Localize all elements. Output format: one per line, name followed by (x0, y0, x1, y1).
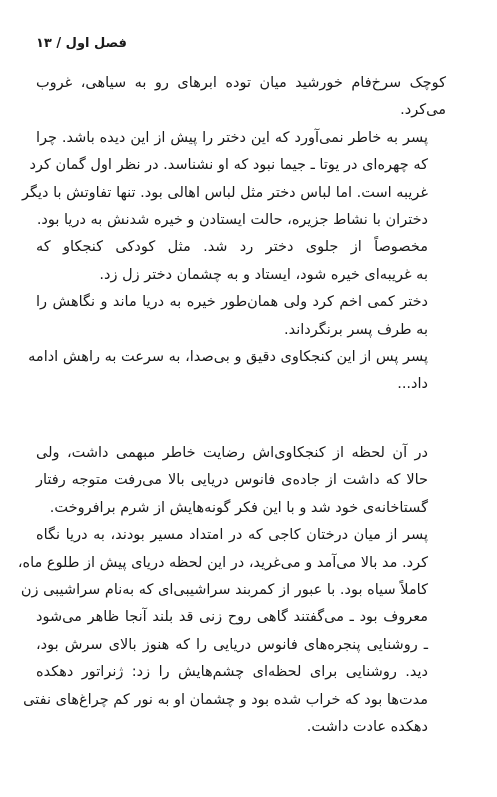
text-line: دهکده عادت داشت. (306, 719, 428, 736)
text-line: پسر به خاطر نمی‌آورد که این دختر را پیش از این دیده باشد. چرا (36, 129, 428, 146)
text-line: پسر از میان درختان کاجی که در امتداد مسیر بودند، به دریا نگاه (36, 527, 428, 544)
text-line: به غریبه‌ای خیره شود، ایستاد و به چشمان دختر زل زد. (99, 266, 428, 283)
text-line: حالا که داشت از جاده‌ی فانوس دریایی بالا می‌رفت متوجه رفتار (36, 472, 428, 489)
text-line: در آن لحظه از کنجکاوی‌اش رضایت خاطر مبهمی داشت، ولی (36, 445, 428, 461)
text-line: دختر کمی اخم کرد ولی همان‌طور خیره به دریا ماند و نگاهش را (36, 294, 428, 311)
text-block-1 (21, 70, 446, 399)
text-line: گستاخانه‌ی خود شد و با این فکر گونه‌هایش از شرم برافروخت. (49, 499, 428, 516)
text-line: مخصوصاً از جلوی دختر رد شد. مثل کودکی کنجکاو که (36, 239, 428, 256)
paragraph (36, 289, 446, 344)
text-line: کاملاً سیاه بود. با عبور از کمربند سراشیبی‌ای که به‌نام سراشیبی زن (20, 582, 428, 599)
text-line: پسر پس از این کنجکاوی دقیق و بی‌صدا، به سرعت به راهش ادامه (28, 349, 428, 366)
text-line: می‌کرد. (400, 102, 446, 119)
text-line: دید. روشنایی برای لحظه‌ای چشم‌هایش را زد: ژنراتور دهکده (36, 664, 428, 681)
paragraph (21, 125, 446, 235)
paragraph (17, 522, 446, 741)
paragraph (36, 70, 446, 125)
paragraph (36, 234, 446, 289)
text-line: دختران با نشاط جزیره، حالت ایستادن و خیره شدنش به دریا بود. (36, 212, 428, 229)
text-line: کوچک سرخ‌فام خورشید میان توده ابرهای رو به سیاهی، غروب (36, 75, 446, 91)
text-block-2 (17, 440, 446, 741)
running-head: فصل اول / ۱۳ (36, 36, 127, 51)
text-line: که چهره‌ای در یوتا ـ جیما نبود که او نشناسد. در نظر اول گمان کرد (29, 157, 428, 174)
text-line: کرد. مد بالا می‌آمد و می‌غرید، در این لحظه دریای پیش از طلوع ماه، (17, 554, 428, 571)
paragraph (28, 344, 446, 399)
text-line: غریبه است. اما لباس دختر مثل لباس اهالی بود. تنها تفاوتش با دیگر (21, 184, 428, 201)
paragraph (36, 440, 446, 522)
text-line: ـ روشنایی پنجره‌های فانوس دریایی را که هنوز بالای سرش بود، (36, 636, 428, 653)
text-line: معروف بود ـ می‌گفتند گاهی روح زنی قد بلند آنجا ظاهر می‌شود (36, 609, 428, 626)
text-line: داد... (397, 376, 428, 393)
text-line: به طرف پسر برنگرداند. (283, 321, 428, 338)
text-line: مدت‌ها بود که خراب شده بود و چشمان او به نور کم چراغ‌های نفتی (23, 691, 428, 708)
